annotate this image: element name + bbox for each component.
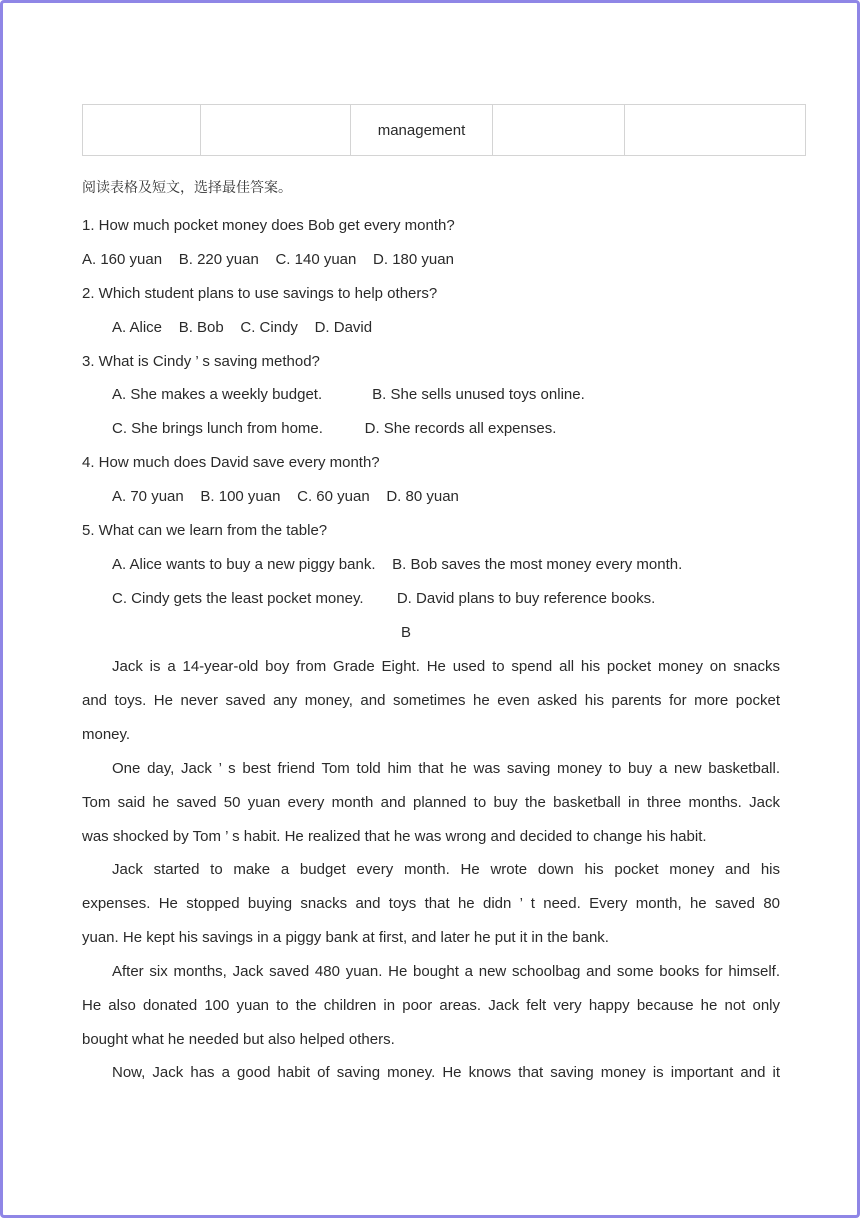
passage-line: One day, Jack ’ s best friend Tom told him that he was saving money to buy a new basketball. xyxy=(112,760,780,777)
table-cell xyxy=(493,105,625,155)
passage-line: Jack started to make a budget every month. He wrote down his pocket money and his xyxy=(112,861,780,878)
table-cell xyxy=(201,105,351,155)
question-options: A. Alice wants to buy a new piggy bank. B. Bob saves the most money every month. xyxy=(112,556,683,573)
question-stem: 2. Which student plans to use savings to help others? xyxy=(82,285,438,302)
passage-line: Jack is a 14-year-old boy from Grade Eight. He used to spend all his pocket money on snacks xyxy=(112,658,780,675)
section-label: B xyxy=(400,624,411,641)
question-options: A. She makes a weekly budget. B. She sells unused toys online. xyxy=(112,386,585,403)
table-cell xyxy=(625,105,805,155)
question-stem: 3. What is Cindy ’ s saving method? xyxy=(82,353,320,370)
question-stem: 4. How much does David save every month? xyxy=(82,454,380,471)
passage-line: money. xyxy=(82,726,131,743)
passage-line: and toys. He never saved any money, and sometimes he even asked his parents for more pocket xyxy=(82,692,780,709)
question-options: C. She brings lunch from home. D. She records all expenses. xyxy=(112,420,557,437)
question-stem: 1. How much pocket money does Bob get every month? xyxy=(82,217,455,234)
passage-line: was shocked by Tom ’ s habit. He realized that he was wrong and decided to change his habit. xyxy=(82,828,707,845)
instruction: 阅读表格及短文，选择最佳答案。 xyxy=(82,180,292,196)
question-stem: 5. What can we learn from the table? xyxy=(82,522,328,539)
question-options: A. Alice B. Bob C. Cindy D. David xyxy=(112,319,373,336)
question-options: A. 160 yuan B. 220 yuan C. 140 yuan D. 180 yuan xyxy=(82,251,454,268)
passage-line: bought what he needed but also helped others. xyxy=(82,1031,395,1048)
passage-line: Tom said he saved 50 yuan every month and planned to buy the basketball in three months. Jack xyxy=(82,794,780,811)
question-options: A. 70 yuan B. 100 yuan C. 60 yuan D. 80 yuan xyxy=(112,488,459,505)
passage-line: yuan. He kept his savings in a piggy bank at first, and later he put it in the bank. xyxy=(82,929,609,946)
table-cell: management xyxy=(351,105,493,155)
passage-line: Now, Jack has a good habit of saving money. He knows that saving money is important and it xyxy=(112,1064,780,1081)
table-cell xyxy=(83,105,201,155)
passage-line: After six months, Jack saved 480 yuan. He bought a new schoolbag and some books for himself. xyxy=(112,963,780,980)
question-options: C. Cindy gets the least pocket money. D. David plans to buy reference books. xyxy=(112,590,656,607)
passage-line: He also donated 100 yuan to the children in poor areas. Jack felt very happy because he not only xyxy=(82,997,780,1014)
info-table xyxy=(82,104,806,156)
passage-line: expenses. He stopped buying snacks and toys that he didn ’ t need. Every month, he saved 80 xyxy=(82,895,780,912)
